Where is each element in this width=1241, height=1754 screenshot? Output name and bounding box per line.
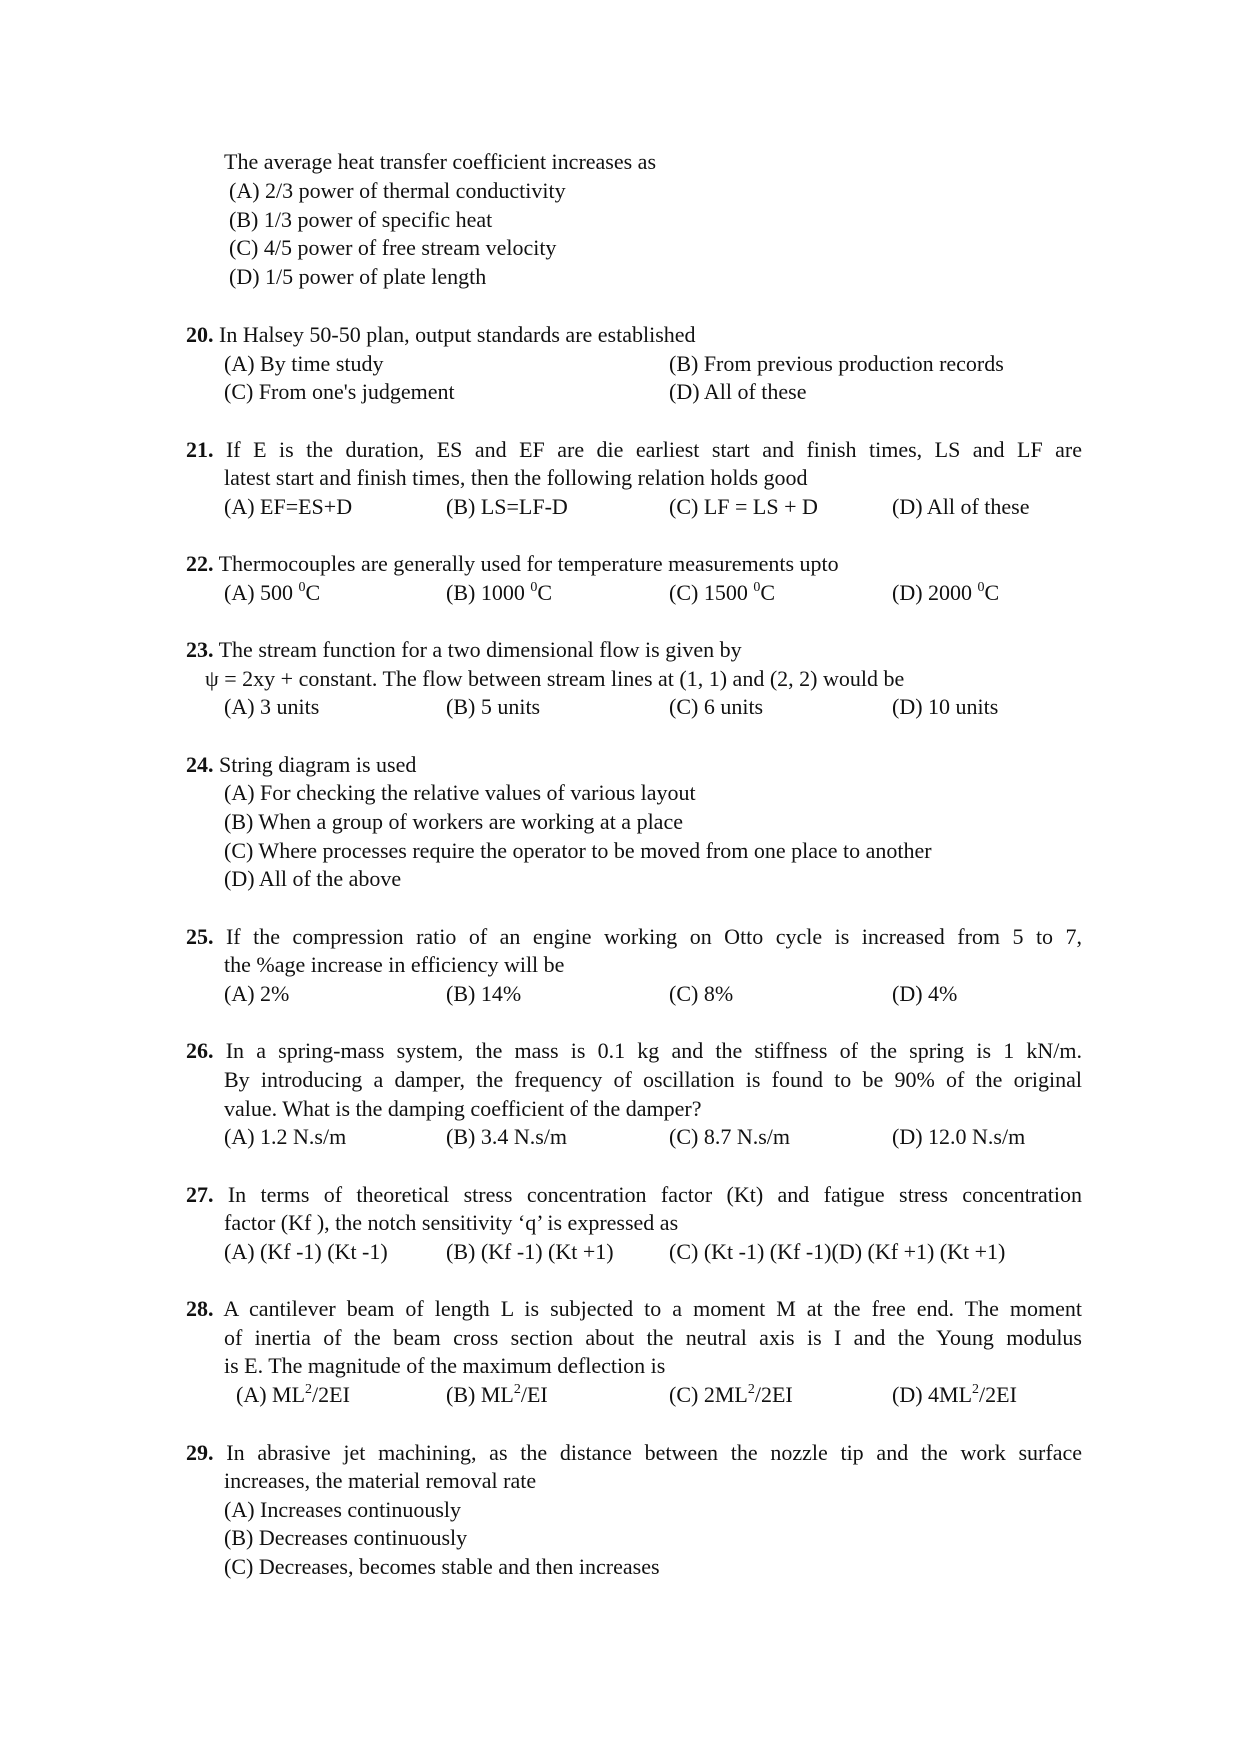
- question-number: 26.: [186, 1038, 214, 1063]
- q27-option-a: (A) (Kf -1) (Kt -1): [224, 1239, 388, 1264]
- option-text: /2EI: [979, 1382, 1017, 1407]
- option-text: /2EI: [754, 1382, 793, 1407]
- q23-option-c: (C) 6 units: [669, 694, 764, 719]
- exponent-superscript: 2: [513, 1381, 521, 1397]
- q20-stem-line: [186, 322, 696, 348]
- option-text: 4/5 power of free stream velocity: [263, 235, 557, 260]
- exponent-superscript: 2: [747, 1381, 755, 1397]
- q28-option-c: [669, 1382, 793, 1408]
- option-text: (B) ML: [446, 1382, 514, 1407]
- question-stem: The stream function for a two dimensional flow is given by: [218, 637, 742, 662]
- unit-text: C: [984, 580, 1000, 605]
- degree-superscript: 0: [753, 579, 761, 595]
- q26-option-d: (D) 12.0 N.s/m: [892, 1124, 1026, 1149]
- q28-option-b: [446, 1382, 548, 1408]
- q25-stem-line-1: [186, 924, 1082, 950]
- q26-option-a: (A) 1.2 N.s/m: [224, 1124, 347, 1149]
- option-label: (A): [229, 178, 260, 203]
- q27-stem-line-1: [186, 1182, 1082, 1208]
- option-label: (D): [229, 264, 260, 289]
- q29-option-c: (C) Decreases, becomes stable and then increases: [224, 1554, 660, 1579]
- q22-option-d: [892, 580, 999, 606]
- exponent-superscript: 2: [972, 1381, 980, 1397]
- q28-stem-line-1: [186, 1296, 1082, 1322]
- option-text: (B) 1000: [446, 580, 531, 605]
- q24-stem-line: [186, 752, 416, 778]
- q20-option-a: (A) By time study: [224, 351, 384, 376]
- q21-option-b: (B) LS=LF-D: [446, 494, 568, 519]
- q21-option-a: (A) EF=ES+D: [224, 494, 353, 519]
- option-label: (C): [229, 235, 259, 260]
- unit-text: C: [760, 580, 776, 605]
- option-text: 1/5 power of plate length: [265, 264, 487, 289]
- q23-stem-line-2: ψ = 2xy + constant. The flow between stream lines at (1, 1) and (2, 2) would be: [205, 666, 905, 691]
- q21-option-c: (C) LF = LS + D: [669, 494, 818, 519]
- question-stem: In terms of theoretical stress concentration factor (Kt) and fatigue stress concentration: [227, 1182, 1082, 1207]
- q26-stem-line-3: value. What is the damping coefficient of the damper?: [224, 1096, 702, 1121]
- q25-option-b: (B) 14%: [446, 981, 522, 1006]
- q21-stem-line-2: latest start and finish times, then the following relation holds good: [224, 465, 808, 490]
- q22-option-b: [446, 580, 552, 606]
- q26-stem-line-1: [186, 1038, 1082, 1064]
- q19-stem: The average heat transfer coefficient increases as: [224, 149, 657, 174]
- question-number: 28.: [186, 1296, 214, 1321]
- q26-option-b: (B) 3.4 N.s/m: [446, 1124, 567, 1149]
- q27-option-c-d: (C) (Kt -1) (Kf -1)(D) (Kf +1) (Kt +1): [669, 1239, 1006, 1264]
- degree-superscript: 0: [298, 579, 306, 595]
- question-stem: If the compression ratio of an engine working on Otto cycle is increased from 5 to 7,: [225, 924, 1083, 949]
- q19-option-a: [229, 178, 566, 204]
- q23-option-a: (A) 3 units: [224, 694, 320, 719]
- unit-text: C: [305, 580, 321, 605]
- q29-option-b: (B) Decreases continuously: [224, 1525, 468, 1550]
- q23-option-b: (B) 5 units: [446, 694, 541, 719]
- q23-stem-line-1: [186, 637, 742, 663]
- option-text: (C) 1500: [669, 580, 754, 605]
- q26-stem-line-2: By introducing a damper, the frequency of oscillation is found to be 90% of the original: [224, 1067, 1082, 1092]
- option-text: (D) 4ML: [892, 1382, 973, 1407]
- option-text: /2EI: [312, 1382, 350, 1407]
- question-stem: In a spring-mass system, the mass is 0.1 kg and the stiffness of the spring is 1 kN/m.: [225, 1038, 1082, 1063]
- question-number: 29.: [186, 1440, 214, 1465]
- q28-stem-line-3: is E. The magnitude of the maximum deflection is: [224, 1353, 666, 1378]
- q26-option-c: (C) 8.7 N.s/m: [669, 1124, 790, 1149]
- option-text: (D) 2000: [892, 580, 978, 605]
- q19-option-d: [229, 264, 486, 290]
- q22-stem-line: [186, 551, 839, 577]
- question-stem: In abrasive jet machining, as the distance between the nozzle tip and the work surface: [226, 1440, 1082, 1465]
- option-text: (A) 500: [224, 580, 299, 605]
- q19-option-b: [229, 207, 492, 233]
- q22-option-a: [224, 580, 320, 606]
- q28-option-d: [892, 1382, 1017, 1408]
- q25-option-d: (D) 4%: [892, 981, 958, 1006]
- q24-option-b: (B) When a group of workers are working at a place: [224, 809, 683, 834]
- q29-stem-line-1: [186, 1440, 1082, 1466]
- q24-option-d: (D) All of the above: [224, 866, 402, 891]
- q29-option-a: (A) Increases continuously: [224, 1497, 462, 1522]
- degree-superscript: 0: [977, 579, 985, 595]
- q24-option-a: (A) For checking the relative values of various layout: [224, 780, 696, 805]
- q28-option-a: [236, 1382, 350, 1408]
- q29-stem-line-2: increases, the material removal rate: [224, 1468, 537, 1493]
- unit-text: C: [537, 580, 553, 605]
- option-text: 1/3 power of specific heat: [263, 207, 493, 232]
- q20-option-c: (C) From one's judgement: [224, 379, 455, 404]
- q21-stem-line-1: [186, 437, 1082, 463]
- option-text: /EI: [520, 1382, 548, 1407]
- q20-option-d: (D) All of these: [669, 379, 807, 404]
- q27-option-b: (B) (Kf -1) (Kt +1): [446, 1239, 614, 1264]
- question-stem: In Halsey 50-50 plan, output standards are established: [219, 322, 696, 347]
- question-number: 25.: [186, 924, 214, 949]
- question-number: 22.: [186, 551, 214, 576]
- question-stem: Thermocouples are generally used for temperature measurements upto: [218, 551, 839, 576]
- exponent-superscript: 2: [305, 1381, 313, 1397]
- q25-option-a: (A) 2%: [224, 981, 290, 1006]
- question-stem: A cantilever beam of length L is subjected to a moment M at the free end. The moment: [223, 1296, 1082, 1321]
- question-number: 27.: [186, 1182, 214, 1207]
- question-number: 23.: [186, 637, 214, 662]
- option-text: (A) ML: [236, 1382, 306, 1407]
- q20-option-b: (B) From previous production records: [669, 351, 1004, 376]
- q21-option-d: (D) All of these: [892, 494, 1030, 519]
- option-label: (B): [229, 207, 259, 232]
- q25-option-c: (C) 8%: [669, 981, 734, 1006]
- option-text: (C) 2ML: [669, 1382, 748, 1407]
- option-text: 2/3 power of thermal conductivity: [265, 178, 566, 203]
- q23-option-d: (D) 10 units: [892, 694, 999, 719]
- question-stem: If E is the duration, ES and EF are die earliest start and finish times, LS and LF are: [225, 437, 1082, 462]
- q24-option-c: (C) Where processes require the operator to be moved from one place to another: [224, 838, 932, 863]
- question-number: 20.: [186, 322, 214, 347]
- q19-option-c: [229, 235, 556, 261]
- degree-superscript: 0: [530, 579, 538, 595]
- q25-stem-line-2: the %age increase in efficiency will be: [224, 952, 565, 977]
- question-stem: String diagram is used: [219, 752, 417, 777]
- question-number: 21.: [186, 437, 214, 462]
- q22-option-c: [669, 580, 775, 606]
- question-number: 24.: [186, 752, 214, 777]
- q28-stem-line-2: of inertia of the beam cross section about the neutral axis is I and the Young modulus: [224, 1325, 1082, 1350]
- q27-stem-line-2: factor (Kf ), the notch sensitivity ‘q’ is expressed as: [224, 1210, 679, 1235]
